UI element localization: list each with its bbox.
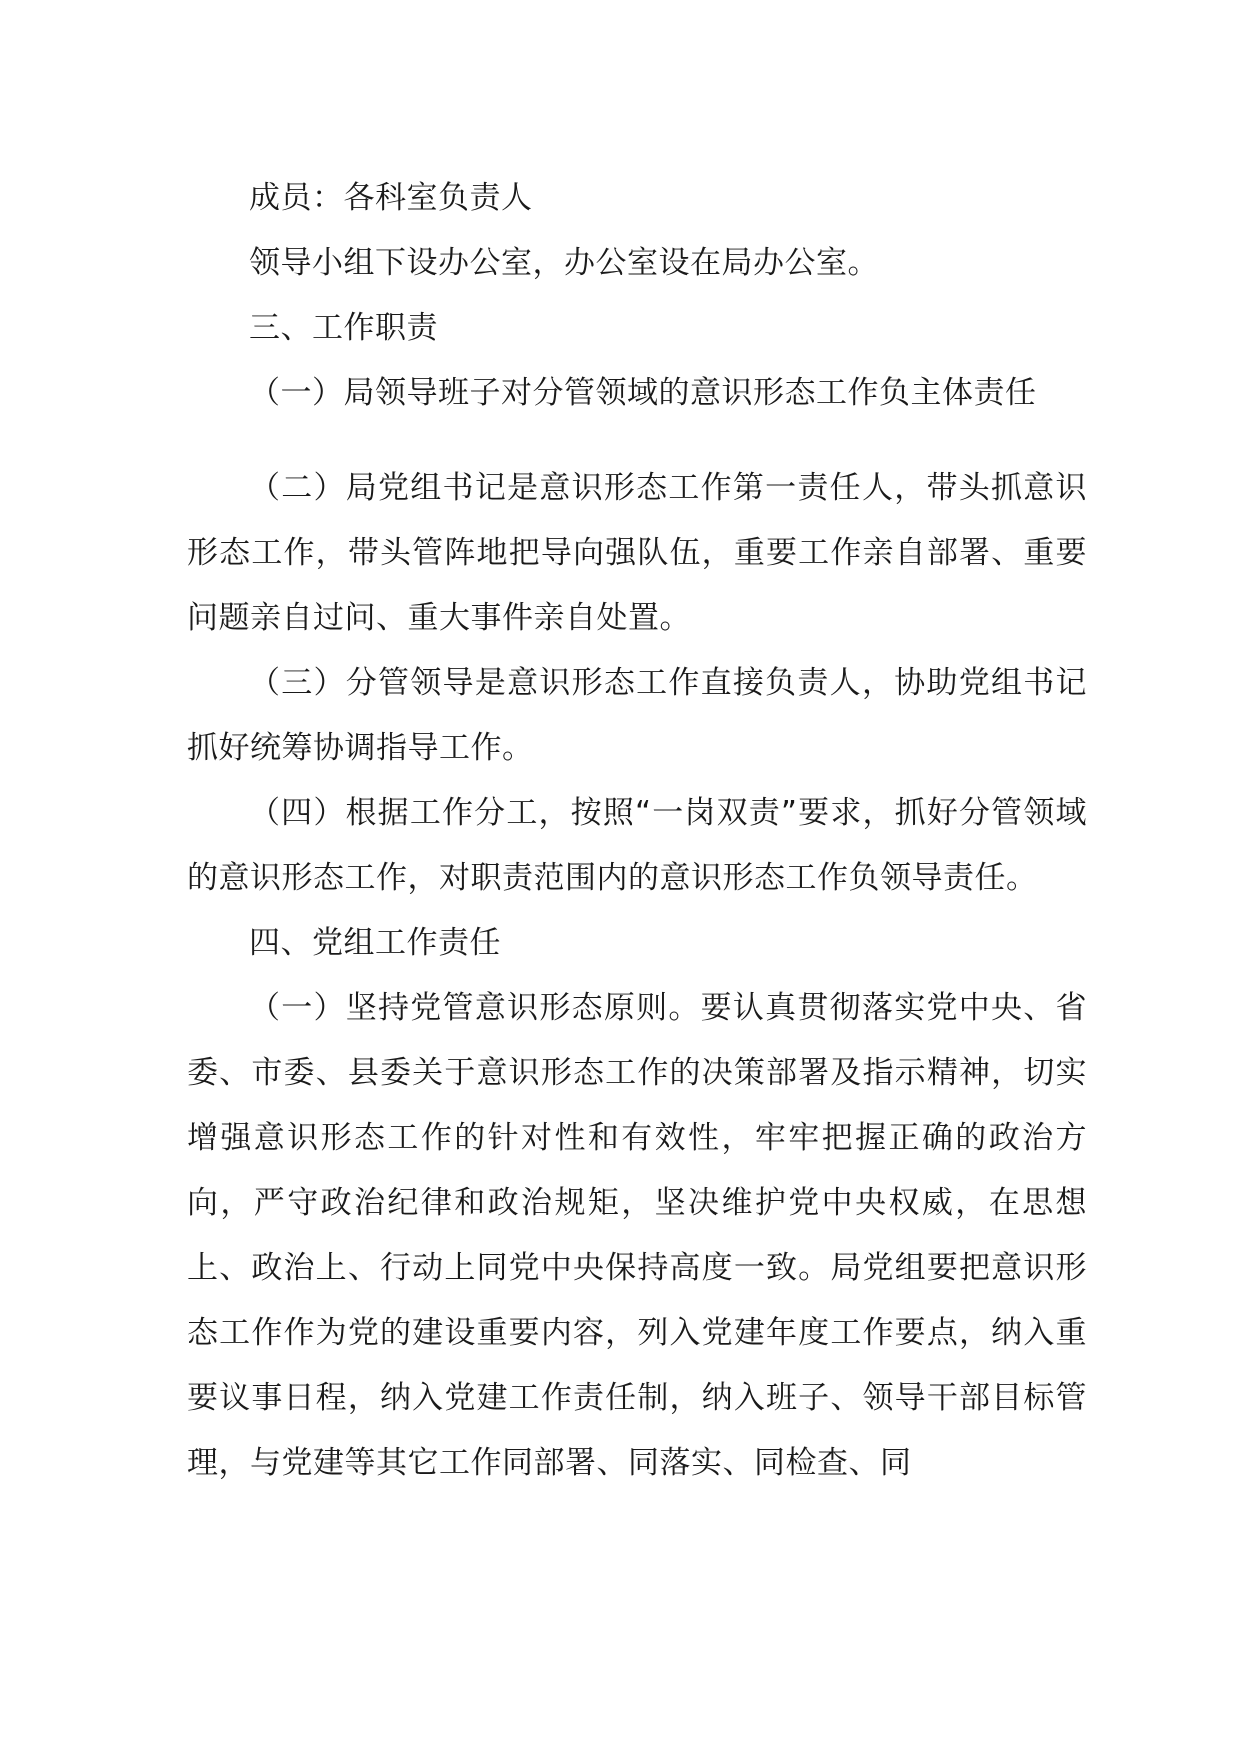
heading-work-duties: 三、工作职责 [249, 310, 438, 346]
paragraph-members: 成员：各科室负责人 [249, 180, 533, 216]
paragraph-duty-1: （一）局领导班子对分管领域的意识形态工作负主体责任 [249, 375, 1037, 411]
paragraph-office: 领导小组下设办公室，办公室设在局办公室。 [249, 245, 879, 281]
document-body [187, 166, 1087, 1496]
paragraph-responsibility-1: （一）坚持党管意识形态原则。要认真贯彻落实党中央、省委、市委、县委关于意识形态工作的决策部署及指示精神，切实增强意识形态工作的针对性和有效性，牢牢把握正确的政治方向，严守政治纪律和政治规矩，坚决维护党中央权威，在思想上、政治上、行动上同党中央保持高度一致。局党组要把意识形态工作作为党的建设重要内容，列入党建年度工作要点，纳入重要议事日程，纳入党建工作责任制，纳入班子、领导干部目标管理，与党建等其它工作同部署、同落实、同检查、同 [187, 990, 1087, 1481]
paragraph-duty-3: （三）分管领导是意识形态工作直接负责人，协助党组书记抓好统筹协调指导工作。 [187, 665, 1087, 766]
paragraph-duty-2: （二）局党组书记是意识形态工作第一责任人，带头抓意识形态工作，带头管阵地把导向强队伍，重要工作亲自部署、重要问题亲自过问、重大事件亲自处置。 [187, 470, 1087, 636]
paragraph-duty-4: （四）根据工作分工，按照“一岗双责”要求，抓好分管领域的意识形态工作，对职责范围内的意识形态工作负领导责任。 [187, 795, 1087, 896]
heading-party-group-responsibility: 四、党组工作责任 [249, 925, 501, 961]
